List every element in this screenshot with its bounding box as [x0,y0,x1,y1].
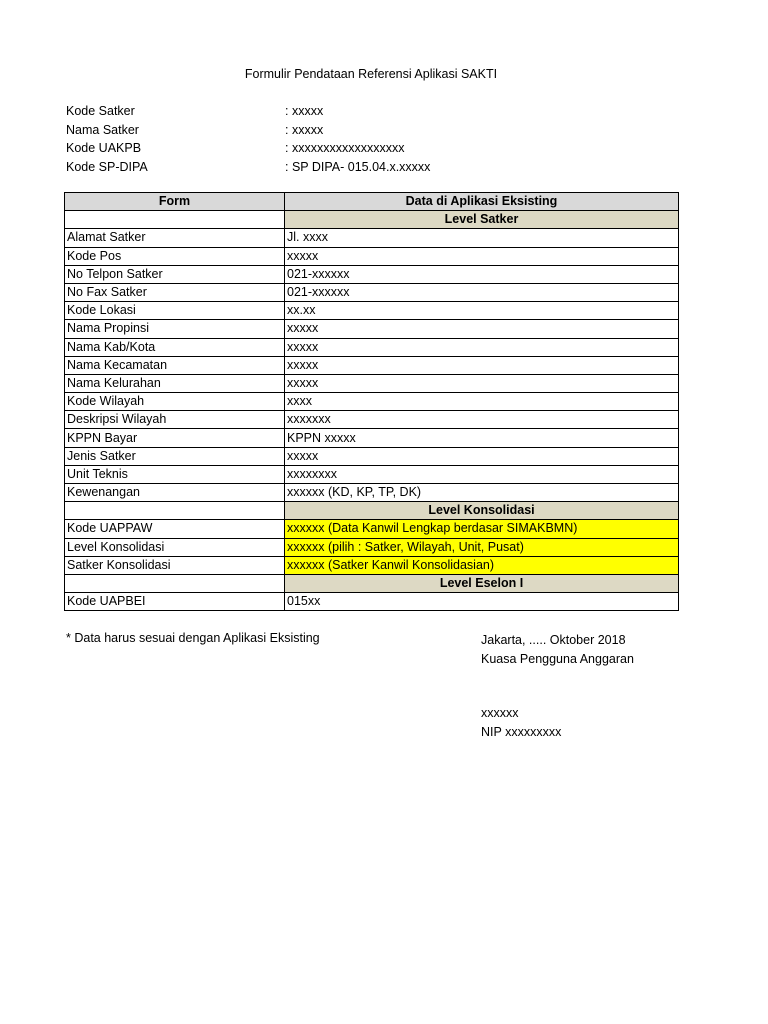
field-cell: Kode Wilayah [65,393,285,411]
document-title: Formulir Pendataan Referensi Aplikasi SAKTI [244,67,498,81]
value-cell: xxxxx [285,356,679,374]
highlighted-value-cell: xxxxxx (Data Kanwil Lengkap berdasar SIMAKBMN) [285,520,679,538]
table-row [65,338,679,356]
field-cell: No Telpon Satker [65,265,285,283]
field-cell: Kode Pos [65,247,285,265]
value-cell: 015xx [285,593,679,611]
field-cell: Kode UAPPAW [65,520,285,538]
field-cell: Nama Kecamatan [65,356,285,374]
level-konsolidasi-label: Level Konsolidasi [285,502,679,520]
blank-cell [65,211,285,229]
satker-info [66,102,626,176]
table-row [65,484,679,502]
info-value: : xxxxxxxxxxxxxxxxxx [285,141,405,155]
info-label: Kode Satker [66,104,135,118]
table-row [65,320,679,338]
field-cell: KPPN Bayar [65,429,285,447]
table-header-row [65,193,679,211]
level-eselon-label: Level Eselon I [285,574,679,592]
value-cell: 021-xxxxxx [285,283,679,301]
value-cell: KPPN xxxxx [285,429,679,447]
info-label: Kode UAKPB [66,141,142,155]
table-row [65,411,679,429]
signature-block [481,631,634,741]
value-cell: xxxxx [285,338,679,356]
info-value: : SP DIPA- 015.04.x.xxxxx [285,159,431,174]
info-value: : xxxxx [285,122,324,137]
value-cell: xxxxxxxx [285,465,679,483]
value-cell: 021-xxxxxx [285,265,679,283]
value-cell: Jl. xxxx [285,229,679,247]
table-row [65,374,679,392]
signer-name: xxxxxx [481,706,519,720]
info-row [66,121,626,140]
signature-space [481,668,634,704]
signer-nip: NIP xxxxxxxxx [481,724,562,739]
table-row [65,429,679,447]
info-label: Nama Satker [66,122,139,137]
highlighted-value-cell: xxxxxx (pilih : Satker, Wilayah, Unit, Pusat) [285,538,679,556]
field-cell: Kewenangan [65,484,285,502]
field-cell: Jenis Satker [65,447,285,465]
table-row [65,265,679,283]
table-row [65,283,679,301]
field-cell: Kode Lokasi [65,302,285,320]
table-row [65,356,679,374]
table-row [65,593,679,611]
info-row [66,102,626,121]
field-cell: Satker Konsolidasi [65,556,285,574]
blank-cell [65,574,285,592]
field-cell: Kode UAPBEI [65,593,285,611]
table-row [65,302,679,320]
table-row [65,538,679,556]
value-cell: xxxxx [285,320,679,338]
field-cell: Alamat Satker [65,229,285,247]
field-cell: Nama Kab/Kota [65,338,285,356]
field-cell: Level Konsolidasi [65,538,285,556]
table-row [65,556,679,574]
info-row [66,139,626,158]
value-cell: xxxxxx (KD, KP, TP, DK) [285,484,679,502]
level-eselon-row [65,574,679,592]
info-value: : xxxxx [285,104,324,118]
level-konsolidasi-row [65,502,679,520]
signer-role: Kuasa Pengguna Anggaran [481,651,634,666]
table-row [65,520,679,538]
field-cell: Deskripsi Wilayah [65,411,285,429]
value-cell: xx.xx [285,302,679,320]
level-satker-row [65,211,679,229]
value-cell: xxxxxxx [285,411,679,429]
level-satker-label: Level Satker [285,211,679,229]
field-cell: Nama Propinsi [65,320,285,338]
field-cell: Nama Kelurahan [65,374,285,392]
value-cell: xxxxx [285,447,679,465]
value-cell: xxxx [285,393,679,411]
footnote: * Data harus sesuai dengan Aplikasi Eksisting [66,631,320,645]
info-row [66,158,626,177]
blank-cell [65,502,285,520]
table-row [65,465,679,483]
info-label: Kode SP-DIPA [66,159,148,174]
table-row [65,447,679,465]
table-row [65,247,679,265]
table-row [65,229,679,247]
field-cell: No Fax Satker [65,283,285,301]
field-cell: Unit Teknis [65,465,285,483]
header-data: Data di Aplikasi Eksisting [285,193,679,211]
table-row [65,393,679,411]
value-cell: xxxxx [285,374,679,392]
value-cell: xxxxx [285,247,679,265]
header-form: Form [65,193,285,211]
place-date: Jakarta, ..... Oktober 2018 [481,633,626,647]
reference-form-table [64,192,679,611]
highlighted-value-cell: xxxxxx (Satker Kanwil Konsolidasian) [285,556,679,574]
